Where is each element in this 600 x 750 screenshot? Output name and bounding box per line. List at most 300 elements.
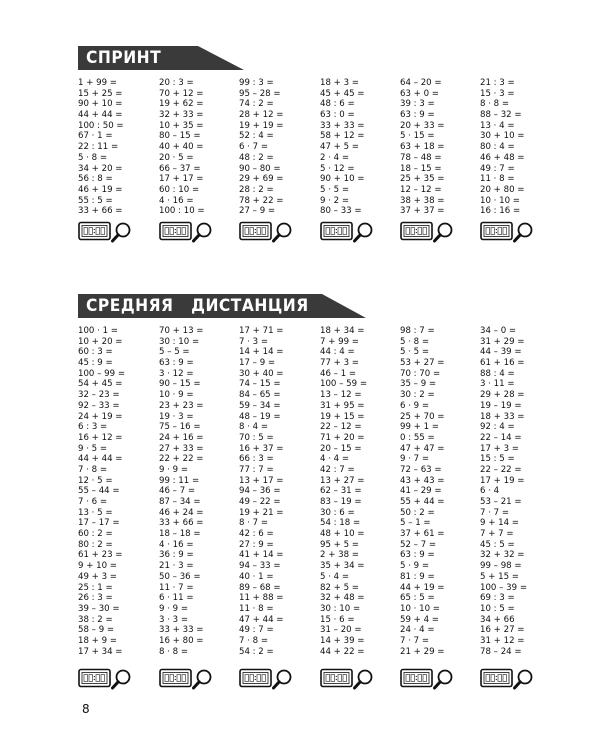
exercise-item: 11 · 7 = [159, 582, 194, 593]
exercise-item: 55 – 44 = [78, 486, 120, 497]
exercise-column [78, 78, 168, 217]
exercise-item: 46 + 48 = [480, 152, 525, 163]
exercise-item: 7 · 8 = [78, 464, 108, 475]
magnifier-icon [274, 671, 291, 689]
magnifier-icon [515, 224, 532, 242]
exercise-item: 9 · 5 = [78, 443, 108, 454]
exercise-item: 30 + 10 = [480, 131, 525, 142]
exercise-item: 30 + 40 = [239, 368, 284, 379]
exercise-item: 48 : 2 = [239, 152, 274, 163]
exercise-item: 39 – 30 = [78, 603, 120, 614]
exercise-item: 3 · 11 = [480, 379, 515, 390]
magnifier-icon [355, 671, 372, 689]
exercise-column [480, 78, 570, 217]
exercise-item: 50 – 36 = [159, 571, 201, 582]
exercise-item: 11 · 8 = [239, 603, 274, 614]
exercise-item: 31 – 20 = [320, 625, 362, 636]
exercise-item: 40 · 1 = [239, 571, 274, 582]
exercise-item: 7 · 8 = [239, 635, 269, 646]
exercise-item: 12 – 12 = [400, 184, 442, 195]
timer-display-icon [481, 223, 512, 240]
exercise-item: 100 – 59 = [320, 379, 368, 390]
exercise-column [480, 326, 570, 657]
exercise-item: 8 · 7 = [239, 518, 269, 529]
exercise-item: 33 + 66 = [78, 206, 123, 217]
exercise-item: 29 + 28 = [480, 390, 525, 401]
exercise-item: 17 + 17 = [159, 174, 204, 185]
exercise-item: 21 : 3 = [480, 78, 515, 88]
exercise-item: 78 – 24 = [480, 646, 522, 657]
exercise-item: 55 + 44 = [400, 497, 445, 507]
exercise-item: 9 · 2 = [320, 195, 350, 206]
exercise-item: 53 + 27 = [400, 358, 445, 369]
exercise-item: 11 + 88 = [239, 593, 284, 604]
exercise-item: 18 – 15 = [400, 163, 442, 174]
exercise-item: 22 – 12 = [320, 422, 362, 433]
exercise-item: 17 + 71 = [239, 326, 284, 336]
exercise-item: 20 + 33 = [400, 120, 445, 131]
exercise-item: 49 : 7 = [239, 625, 274, 636]
timer-display-icon [401, 223, 432, 240]
exercise-item: 44 + 19 = [400, 582, 445, 593]
exercise-item: 39 : 3 = [400, 99, 435, 110]
exercise-item: 2 + 38 = [320, 550, 359, 561]
exercise-item: 75 – 16 = [159, 422, 201, 433]
magnifier-icon [435, 671, 452, 689]
exercise-item: 48 – 19 = [239, 411, 281, 422]
exercise-column [400, 78, 490, 217]
exercise-item: 100 : 50 = [78, 120, 124, 131]
exercise-item: 34 – 0 = [480, 326, 517, 336]
timer-check-widget [320, 221, 376, 243]
exercise-item: 63 : 9 = [159, 358, 194, 369]
exercise-item: 99 – 98 = [480, 561, 522, 572]
exercise-item: 65 : 5 = [400, 593, 435, 604]
exercise-item: 83 – 19 = [320, 497, 362, 507]
exercise-item: 100 : 10 = [159, 206, 205, 217]
exercise-item: 44 – 39 = [480, 347, 522, 358]
exercise-item: 61 + 16 = [480, 358, 525, 369]
exercise-item: 88 : 4 = [480, 368, 515, 379]
exercise-item: 27 : 9 = [239, 539, 274, 550]
timer-check-widget [400, 221, 456, 243]
exercise-item: 36 : 9 = [159, 550, 194, 561]
exercise-item: 17 + 34 = [78, 646, 123, 657]
magnifier-icon [194, 671, 211, 689]
exercise-item: 7 + 7 = [480, 529, 514, 540]
exercise-item: 80 – 33 = [320, 206, 362, 217]
exercise-item: 54 + 45 = [78, 379, 123, 390]
section-banner-middle-distance [78, 294, 368, 318]
section-banner-sprint [78, 46, 246, 70]
exercise-item: 42 : 6 = [239, 529, 274, 540]
timer-display-icon [321, 223, 352, 240]
exercise-item: 47 + 44 = [239, 614, 284, 625]
exercise-item: 19 + 19 = [239, 120, 284, 131]
exercise-item: 32 + 33 = [159, 110, 204, 121]
exercise-item: 10 + 35 = [159, 120, 204, 131]
exercise-item: 59 + 4 = [400, 614, 439, 625]
exercise-item: 30 : 2 = [400, 390, 435, 401]
exercise-item: 60 : 3 = [78, 347, 113, 358]
exercise-item: 19 + 15 = [320, 411, 365, 422]
exercise-item: 44 + 22 = [320, 646, 365, 657]
exercise-item: 78 – 48 = [400, 152, 442, 163]
exercise-item: 28 + 12 = [239, 110, 284, 121]
exercise-item: 5 · 4 = [320, 571, 350, 582]
exercise-item: 17 – 17 = [78, 518, 120, 529]
exercise-item: 63 : 0 = [320, 110, 355, 121]
exercise-item: 48 + 10 = [320, 529, 365, 540]
exercise-item: 7 · 7 = [400, 635, 430, 646]
exercise-item: 58 – 9 = [78, 625, 115, 636]
timer-display-icon [321, 670, 352, 687]
exercise-item: 92 : 4 = [480, 422, 515, 433]
exercise-item: 18 + 34 = [320, 326, 365, 336]
exercise-item: 5 + 15 = [480, 571, 519, 582]
timer-display-icon [79, 670, 110, 687]
exercise-item: 12 · 5 = [78, 475, 113, 486]
exercise-item: 0 : 55 = [400, 432, 435, 443]
exercise-item: 42 : 7 = [320, 464, 355, 475]
magnifier-icon [194, 224, 211, 242]
exercise-item: 18 + 3 = [320, 78, 359, 88]
timer-check-widget [159, 221, 215, 243]
exercise-item: 18 – 18 = [159, 529, 201, 540]
exercise-item: 100 – 39 = [480, 582, 528, 593]
exercise-item: 33 + 33 = [159, 625, 204, 636]
exercise-item: 14 + 14 = [239, 347, 284, 358]
exercise-item: 6 · 4 [480, 486, 500, 497]
exercise-item: 8 · 4 = [239, 422, 269, 433]
timer-check-widget [239, 668, 295, 690]
exercise-item: 77 + 3 = [320, 358, 359, 369]
exercise-item: 30 : 10 = [159, 336, 200, 347]
exercise-item: 99 + 1 = [400, 422, 439, 433]
exercise-item: 98 : 7 = [400, 326, 435, 336]
exercise-column [239, 326, 329, 657]
exercise-item: 20 : 3 = [159, 78, 194, 88]
section-title: СРЕДНЯЯ ДИСТАНЦИЯ [86, 296, 309, 316]
exercise-item: 9 · 9 = [159, 603, 189, 614]
exercise-item: 5 – 1 = [400, 518, 431, 529]
exercise-item: 54 : 2 = [239, 646, 274, 657]
exercise-item: 24 + 19 = [78, 411, 123, 422]
exercise-item: 7 · 3 = [239, 336, 269, 347]
exercise-item: 13 + 17 = [239, 475, 284, 486]
exercise-item: 10 : 5 = [480, 603, 515, 614]
exercise-item: 10 + 20 = [78, 336, 123, 347]
exercise-item: 9 + 10 = [78, 561, 117, 572]
exercise-item: 46 – 1 = [320, 368, 357, 379]
exercise-item: 77 : 7 = [239, 464, 274, 475]
exercise-item: 25 + 70 = [400, 411, 445, 422]
exercise-item: 55 : 5 = [78, 195, 113, 206]
exercise-column [400, 326, 490, 657]
exercise-item: 45 + 45 = [320, 88, 365, 99]
magnifier-icon [113, 671, 130, 689]
exercise-item: 25 : 1 = [78, 582, 113, 593]
exercise-item: 30 : 6 = [320, 507, 355, 518]
exercise-item: 9 + 14 = [480, 518, 519, 529]
timer-display-icon [160, 670, 191, 687]
magnifier-icon [113, 224, 130, 242]
magnifier-icon [435, 224, 452, 242]
page-number: 8 [82, 702, 90, 716]
exercise-item: 5 · 5 = [400, 347, 430, 358]
exercise-item: 31 + 95 = [320, 400, 365, 411]
exercise-item: 23 + 23 = [159, 400, 204, 411]
exercise-item: 6 : 3 = [78, 422, 108, 433]
exercise-item: 49 : 7 = [480, 163, 515, 174]
exercise-item: 21 · 3 = [159, 561, 194, 572]
exercise-item: 17 + 19 = [480, 475, 525, 486]
timer-display-icon [481, 670, 512, 687]
exercise-item: 46 + 24 = [159, 507, 204, 518]
exercise-item: 54 : 18 = [320, 518, 361, 529]
timer-check-widget [480, 668, 536, 690]
exercise-item: 18 + 9 = [78, 635, 117, 646]
exercise-item: 13 · 5 = [78, 507, 113, 518]
exercise-item: 7 · 6 = [78, 497, 108, 507]
exercise-item: 70 + 13 = [159, 326, 204, 336]
exercise-item: 9 · 7 = [400, 454, 430, 465]
exercise-item: 5 · 8 = [400, 336, 430, 347]
exercise-item: 60 : 2 = [78, 529, 113, 540]
exercise-item: 21 + 29 = [400, 646, 445, 657]
exercise-item: 28 : 2 = [239, 184, 274, 195]
exercise-item: 1 + 99 = [78, 78, 117, 88]
timer-check-widget [159, 668, 215, 690]
exercise-item: 44 + 44 = [78, 110, 123, 121]
exercise-column [320, 326, 410, 657]
exercise-item: 5 · 15 = [400, 131, 435, 142]
exercise-item: 80 – 15 = [159, 131, 201, 142]
timer-check-widget [78, 221, 134, 243]
exercise-item: 5 · 9 = [400, 561, 430, 572]
exercise-item: 20 · 5 = [159, 152, 194, 163]
exercise-item: 99 : 3 = [239, 78, 274, 88]
exercise-item: 89 – 68 = [239, 582, 281, 593]
exercise-item: 100 · 1 = [78, 326, 118, 336]
exercise-item: 47 + 47 = [400, 443, 445, 454]
exercise-item: 16 + 27 = [480, 625, 525, 636]
exercise-item: 47 + 5 = [320, 142, 359, 153]
exercise-item: 5 · 5 = [320, 184, 350, 195]
exercise-item: 13 – 12 = [320, 390, 362, 401]
exercise-item: 49 – 22 = [239, 497, 281, 507]
exercise-column [239, 78, 329, 217]
exercise-item: 15 · 3 = [480, 88, 515, 99]
exercise-item: 63 : 9 = [400, 550, 435, 561]
exercise-item: 67 · 1 = [78, 131, 113, 142]
exercise-item: 70 : 5 = [239, 432, 274, 443]
exercise-item: 88 – 32 = [480, 110, 522, 121]
exercise-item: 10 · 9 = [159, 390, 194, 401]
exercise-item: 31 + 12 = [480, 635, 525, 646]
exercise-item: 10 · 10 = [480, 195, 520, 206]
exercise-item: 2 · 4 = [320, 152, 350, 163]
exercise-item: 60 : 10 = [159, 184, 200, 195]
exercise-item: 40 + 40 = [159, 142, 204, 153]
exercise-item: 100 – 99 = [78, 368, 126, 379]
exercise-item: 5 · 8 = [78, 152, 108, 163]
exercise-item: 52 : 4 = [239, 131, 274, 142]
exercise-item: 90 – 80 = [239, 163, 281, 174]
exercise-item: 43 + 43 = [400, 475, 445, 486]
exercise-item: 16 + 37 = [239, 443, 284, 454]
exercise-item: 31 + 29 = [480, 336, 525, 347]
exercise-item: 16 + 80 = [159, 635, 204, 646]
exercise-item: 9 · 9 = [159, 464, 189, 475]
exercise-item: 81 : 9 = [400, 571, 435, 582]
exercise-item: 3 · 12 = [159, 368, 194, 379]
exercise-item: 7 · 7 = [480, 507, 510, 518]
exercise-item: 92 – 33 = [78, 400, 120, 411]
exercise-item: 62 – 31 = [320, 486, 362, 497]
exercise-item: 6 · 11 = [159, 593, 194, 604]
exercise-item: 87 – 34 = [159, 497, 201, 507]
exercise-item: 27 + 33 = [159, 443, 204, 454]
exercise-item: 61 + 23 = [78, 550, 123, 561]
timer-check-widget [400, 668, 456, 690]
exercise-item: 35 + 34 = [320, 561, 365, 572]
exercise-item: 90 + 10 = [320, 174, 365, 185]
exercise-item: 33 + 66 = [159, 518, 204, 529]
exercise-item: 46 + 19 = [78, 184, 123, 195]
exercise-item: 32 + 32 = [480, 550, 525, 561]
exercise-item: 5 – 5 = [159, 347, 190, 358]
exercise-item: 70 : 70 = [400, 368, 441, 379]
exercise-item: 72 – 63 = [400, 464, 442, 475]
exercise-item: 41 + 14 = [239, 550, 284, 561]
exercise-item: 94 – 36 = [239, 486, 281, 497]
exercise-item: 37 + 37 = [400, 206, 445, 217]
exercise-item: 16 + 12 = [78, 432, 123, 443]
timer-check-widget [480, 221, 536, 243]
exercise-column [78, 326, 168, 657]
exercise-item: 19 + 21 = [239, 507, 284, 518]
exercise-item: 15 : 5 = [480, 454, 515, 465]
exercise-column [159, 326, 249, 657]
exercise-item: 69 : 3 = [480, 593, 515, 604]
timer-check-widget [239, 221, 295, 243]
exercise-item: 17 + 3 = [480, 443, 519, 454]
exercise-item: 6 · 7 = [239, 142, 269, 153]
exercise-item: 17 – 9 = [239, 358, 276, 369]
exercise-item: 45 : 9 = [78, 358, 113, 369]
timer-display-icon [79, 223, 110, 240]
magnifier-icon [355, 224, 372, 242]
exercise-item: 78 + 22 = [239, 195, 284, 206]
exercise-item: 80 : 4 = [480, 142, 515, 153]
exercise-item: 63 : 9 = [400, 110, 435, 121]
exercise-item: 22 : 11 = [78, 142, 119, 153]
exercise-item: 32 – 23 = [78, 390, 120, 401]
exercise-item: 53 – 21 = [480, 497, 522, 507]
exercise-item: 6 · 9 = [400, 400, 430, 411]
exercise-item: 45 : 5 = [480, 539, 515, 550]
exercise-item: 32 + 48 = [320, 593, 365, 604]
exercise-item: 34 + 20 = [78, 163, 123, 174]
exercise-item: 74 – 15 = [239, 379, 281, 390]
exercise-item: 20 + 80 = [480, 184, 525, 195]
exercise-item: 44 : 4 = [320, 347, 355, 358]
exercise-column [159, 78, 249, 217]
exercise-item: 48 : 6 = [320, 99, 355, 110]
exercise-item: 50 : 2 = [400, 507, 435, 518]
exercise-item: 33 + 33 = [320, 120, 365, 131]
exercise-item: 4 · 4 = [320, 454, 350, 465]
exercise-item: 25 + 35 = [400, 174, 445, 185]
exercise-item: 95 + 5 = [320, 539, 359, 550]
magnifier-icon [515, 671, 532, 689]
exercise-item: 74 : 2 = [239, 99, 274, 110]
exercise-item: 19 · 3 = [159, 411, 194, 422]
exercise-item: 26 : 3 = [78, 593, 113, 604]
exercise-item: 82 + 5 = [320, 582, 359, 593]
exercise-item: 4 · 16 = [159, 539, 194, 550]
exercise-item: 11 · 8 = [480, 174, 515, 185]
exercise-item: 58 + 12 = [320, 131, 365, 142]
exercise-item: 22 – 14 = [480, 432, 522, 443]
exercise-item: 44 + 44 = [78, 454, 123, 465]
exercise-item: 20 – 15 = [320, 443, 362, 454]
exercise-item: 8 · 8 = [159, 646, 189, 657]
exercise-item: 5 · 12 = [320, 163, 355, 174]
exercise-item: 80 : 2 = [78, 539, 113, 550]
section-title: СПРИНТ [86, 48, 162, 68]
exercise-item: 64 – 20 = [400, 78, 442, 88]
exercise-item: 13 · 4 = [480, 120, 515, 131]
exercise-item: 66 : 3 = [239, 454, 274, 465]
exercise-item: 22 + 22 = [159, 454, 204, 465]
exercise-item: 27 – 9 = [239, 206, 276, 217]
timer-check-widget [320, 668, 376, 690]
exercise-item: 38 + 38 = [400, 195, 445, 206]
exercise-item: 16 : 16 = [480, 206, 521, 217]
timer-display-icon [240, 223, 271, 240]
exercise-item: 59 – 34 = [239, 400, 281, 411]
timer-display-icon [240, 670, 271, 687]
timer-display-icon [160, 223, 191, 240]
exercise-item: 99 : 11 = [159, 475, 200, 486]
exercise-item: 24 · 4 = [400, 625, 435, 636]
exercise-item: 15 · 6 = [320, 614, 355, 625]
exercise-item: 3 · 3 = [159, 614, 189, 625]
exercise-item: 15 + 25 = [78, 88, 123, 99]
exercise-item: 18 + 33 = [480, 411, 525, 422]
exercise-item: 4 · 16 = [159, 195, 194, 206]
exercise-item: 24 + 16 = [159, 432, 204, 443]
exercise-item: 38 : 2 = [78, 614, 113, 625]
exercise-item: 7 + 99 = [320, 336, 359, 347]
timer-check-widget [78, 668, 134, 690]
exercise-item: 94 – 33 = [239, 561, 281, 572]
exercise-item: 34 + 66 [480, 614, 515, 625]
exercise-item: 46 – 7 = [159, 486, 196, 497]
exercise-item: 37 + 61 = [400, 529, 445, 540]
exercise-item: 19 – 19 = [480, 400, 522, 411]
exercise-item: 8 · 8 = [480, 99, 510, 110]
exercise-item: 52 – 7 = [400, 539, 437, 550]
exercise-item: 63 + 18 = [400, 142, 445, 153]
exercise-item: 14 + 39 = [320, 635, 365, 646]
exercise-item: 56 : 8 = [78, 174, 113, 185]
timer-display-icon [401, 670, 432, 687]
exercise-item: 35 – 9 = [400, 379, 437, 390]
exercise-item: 29 + 69 = [239, 174, 284, 185]
